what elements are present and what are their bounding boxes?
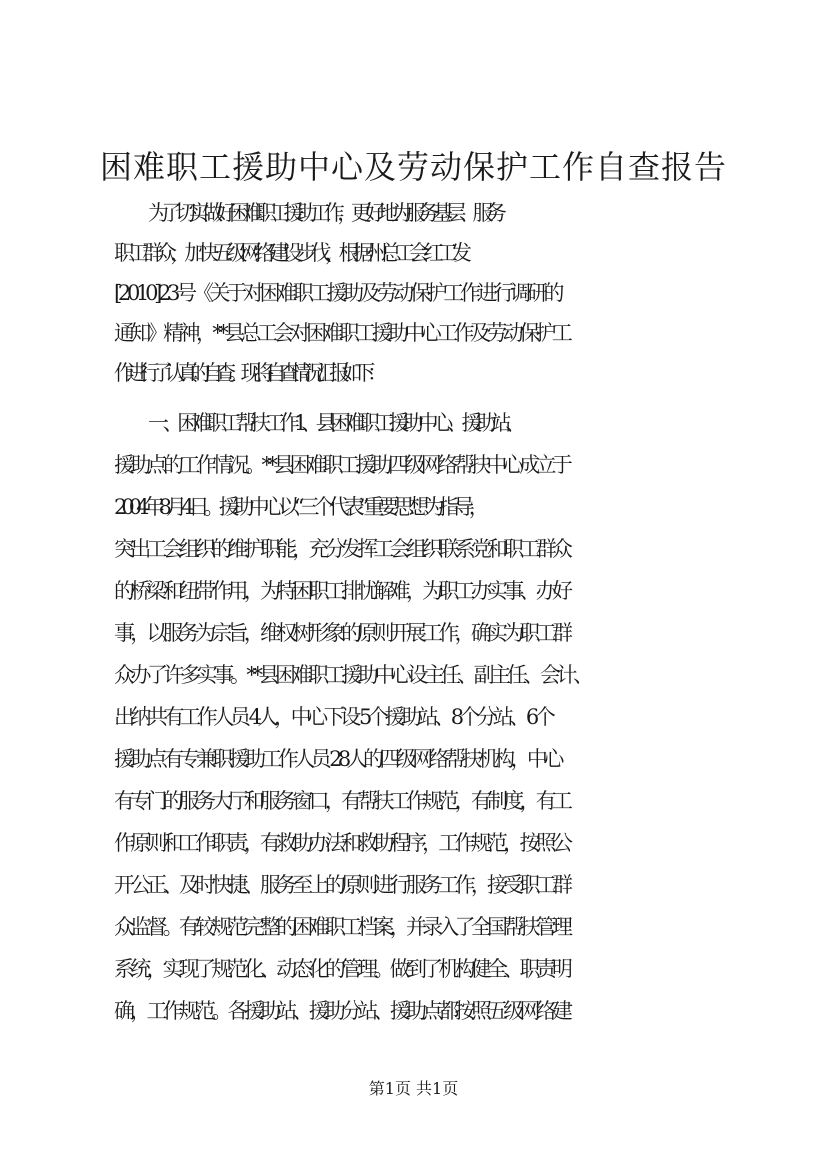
document-page: 困难职工援助中心及劳动保护工作自查报告 为了切实做好困难职工援助工作，更好地为服务基层、服务 职工群众，加快五级网络建设步伐，根据州总工会红工发 [2010]23号《关于对困难职工援助及劳动保护工作进行调研的 通知》精神，**县总工会对困难职工援助中心工作及劳动保护工 作进行了认真的自查。现将自查情况汇报如下： 一、困难职工帮扶工作 1、县困难职工援助中心、援助站、 援助点的工作情况。**县困难职工援助四级网络帮扶中心成立于 2004年8月4日。援助中心以“三个代表”重要思想为指导， 突出工会组织的维护职能，充分发挥工会组织联系党和职工群众 的桥梁和纽带作用，为特困职工排忧解难，为职工办实事、办好 事，以服务为宗旨，维权树形象的原则开展工作，确实为职工群 众办了许多实事。**县困难职工援助中心设主任、副主任、会计、 出纳共有工作人员 4人，中心下设 5个援助站、8个分站、6个 援助点有专兼职援助工作人员 28人的四级网络帮扶机构，中心 有专门的服务大厅和服务窗口，有帮扶工作规范，有制度，有工 作原则和工作职责，有救助办法和救助程序，工作规范，按照公 开公正、及时快捷、服务至上的原则进行服务工作，接受职工群 众监督。有较规范完整的困难职工档案，并录入了全国帮扶管理 系统，实现了规范化、动态化的管理。做到了机构健全、职责明 确，工作规范。各援助站、援助分站、援助点都按照五级网络建 第1页 共1页 <box>0 0 827 1170</box>
document-title: 困难职工援助中心及劳动保护工作自查报告 <box>99 148 727 186</box>
page-number-footer: 第1页 共1页 <box>368 1079 459 1098</box>
